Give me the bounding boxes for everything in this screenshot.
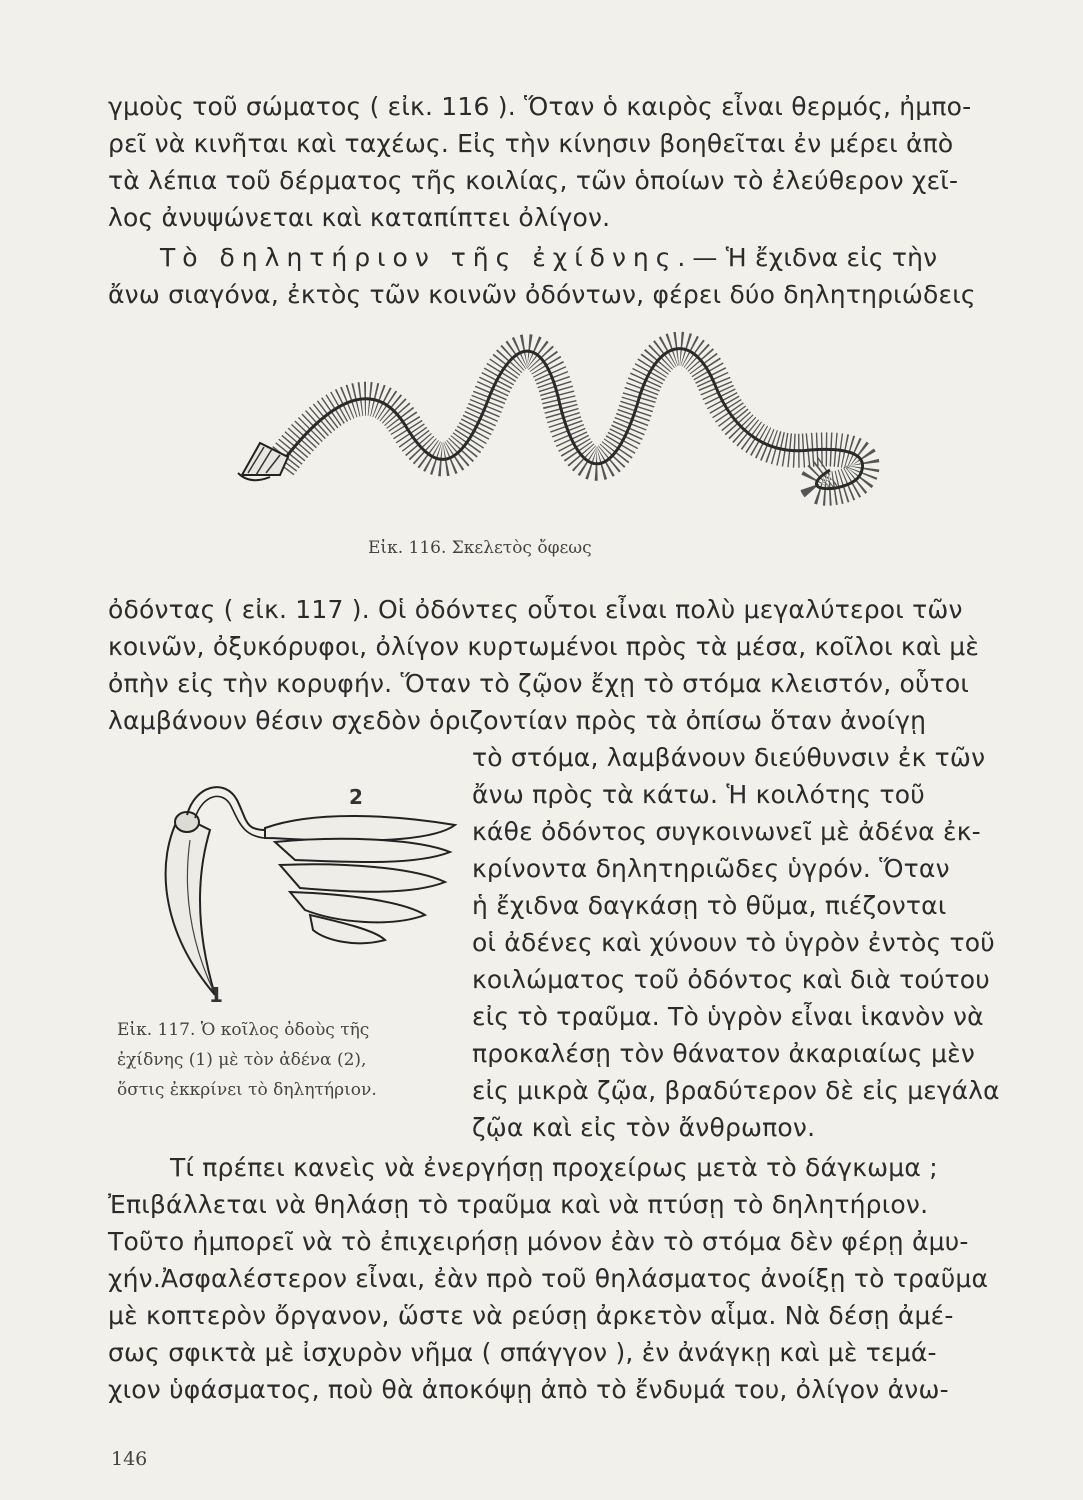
paragraph-3-line: λαμβάνουν θέσιν σχεδὸν ὁριζοντίαν πρὸς τὰ ὀπίσω ὅταν ἀνοίγῃ: [108, 706, 927, 735]
paragraph-1-line: τὰ λέπια τοῦ δέρματος τῆς κοιλίας, τῶν ὁποίων τὸ ἐλεύθερον χεῖ-: [108, 166, 959, 195]
paragraph-4-line: Ἐπιβάλλεται νὰ θηλάσῃ τὸ τραῦμα καὶ νὰ πτύσῃ τὸ δηλητήριον.: [108, 1190, 929, 1219]
paragraph-4-line: χήν.Ἀσφαλέστερον εἶναι, ἐὰν πρὸ τοῦ θηλάσματος ἀνοίξῃ τὸ τραῦμα: [108, 1264, 989, 1293]
figure-117-caption-line: ὅστις ἐκκρίνει τὸ δηλητήριον.: [117, 1080, 377, 1100]
paragraph-3-line: ἄνω πρὸς τὰ κάτω. Ἡ κοιλότης τοῦ: [472, 780, 925, 809]
paragraph-3-line: κοινῶν, ὀξυκόρυφοι, ὀλίγον κυρτωμένοι πρὸς τὰ μέσα, κοῖλοι καὶ μὲ: [108, 632, 980, 661]
figure-116-caption: Εἰκ. 116. Σκελετὸς ὄφεως: [368, 538, 592, 558]
paragraph-4-line: Τοῦτο ἠμπορεῖ νὰ τὸ ἐπιχειρήσῃ μόνον ἐὰν τὸ στόμα δὲν φέρῃ ἀμυ-: [108, 1227, 969, 1256]
paragraph-3-line: κρίνοντα δηλητηριῶδες ὑγρόν. Ὅταν: [472, 854, 950, 883]
gland: [265, 816, 455, 943]
figure-117-caption-line: ἐχίδνης (1) μὲ τὸν ἀδένα (2),: [117, 1050, 367, 1070]
paragraph-3-line: ὀπὴν εἰς τὴν κορυφήν. Ὅταν τὸ ζῷον ἔχῃ τὸ στόμα κλειστόν, οὗτοι: [108, 669, 970, 698]
paragraph-3-line: τὸ στόμα, λαμβάνουν διεύθυνσιν ἐκ τῶν: [472, 743, 986, 772]
paragraph-4-line: σως σφικτὰ μὲ ἰσχυρὸν νῆμα ( σπάγγον ), ἐν ἀνάγκῃ καὶ μὲ τεμά-: [108, 1338, 937, 1367]
paragraph-3-line: ὀδόντας ( εἰκ. 117 ). Οἱ ὀδόντες οὗτοι εἶναι πολὺ μεγαλύτεροι τῶν: [108, 595, 963, 624]
section-heading: Τὸ δηλητήριον τῆς ἐχίδνης.: [160, 243, 693, 272]
paragraph-1-line: λος ἀνυψώνεται καὶ καταπίπτει ὀλίγον.: [108, 203, 611, 232]
fang: [166, 812, 215, 995]
paragraph-3-line: οἱ ἀδένες καὶ χύνουν τὸ ὑγρὸν ἐντὸς τοῦ: [472, 928, 995, 957]
paragraph-3-line: εἰς τὸ τραῦμα. Τὸ ὑγρὸν εἶναι ἱκανὸν νὰ: [472, 1002, 984, 1031]
paragraph-3-line: κάθε ὀδόντος συγκοινωνεῖ μὲ ἀδένα ἐκ-: [472, 817, 981, 846]
spine: [280, 349, 863, 489]
paragraph-4-line: Τί πρέπει κανεὶς νὰ ἐνεργήσῃ προχείρως μετὰ τὸ δάγκωμα ;: [170, 1153, 938, 1182]
paragraph-3-line: κοιλώματος τοῦ ὀδόντος καὶ διὰ τούτου: [472, 965, 990, 994]
ribs: [280, 349, 863, 489]
gland-label: 2: [349, 785, 363, 809]
skull: [238, 443, 288, 480]
section-heading-continuation: — Ἡ ἔχιδνα εἰς τὴν: [692, 243, 938, 272]
tooth-label: 1: [209, 983, 223, 1007]
paragraph-3-line: ἡ ἔχιδνα δαγκάσῃ τὸ θῦμα, πιέζονται: [472, 891, 947, 920]
venom-fang-gland-icon: [115, 770, 460, 1000]
figure-117-caption-line: Εἰκ. 117. Ὁ κοῖλος ὀδοὺς τῆς: [117, 1020, 370, 1040]
paragraph-3-line: ζῷα καὶ εἰς τὸν ἄνθρωπον.: [472, 1113, 816, 1142]
section-heading-line: [160, 243, 937, 273]
paragraph-3-line: εἰς μικρὰ ζῷα, βραδύτερον δὲ εἰς μεγάλα: [472, 1076, 1000, 1105]
paragraph-2-line: ἄνω σιαγόνα, ἐκτὸς τῶν κοινῶν ὀδόντων, φέρει δύο δηλητηριώδεις: [108, 280, 976, 309]
paragraph-4-line: χιον ὑφάσματος, ποὺ θὰ ἀποκόψῃ ἀπὸ τὸ ἔνδυμά του, ὀλίγον ἀνω-: [108, 1375, 949, 1404]
paragraph-1-line: ρεῖ νὰ κινῆται καὶ ταχέως. Εἰς τὴν κίνησιν βοηθεῖται ἐν μέρει ἀπὸ: [108, 129, 954, 158]
page-number: 146: [111, 1448, 148, 1470]
snake-skeleton-icon: [230, 325, 890, 525]
paragraph-1-line: γμοὺς τοῦ σώματος ( εἰκ. 116 ). Ὅταν ὁ καιρὸς εἶναι θερμός, ἠμπο-: [108, 92, 972, 121]
paragraph-4-line: μὲ κοπτερὸν ὄργανον, ὥστε νὰ ρεύσῃ ἀρκετὸν αἷμα. Νὰ δέσῃ ἀμέ-: [108, 1301, 954, 1330]
paragraph-3-line: προκαλέσῃ τὸν θάνατον ἀκαριαίως μὲν: [472, 1039, 976, 1068]
